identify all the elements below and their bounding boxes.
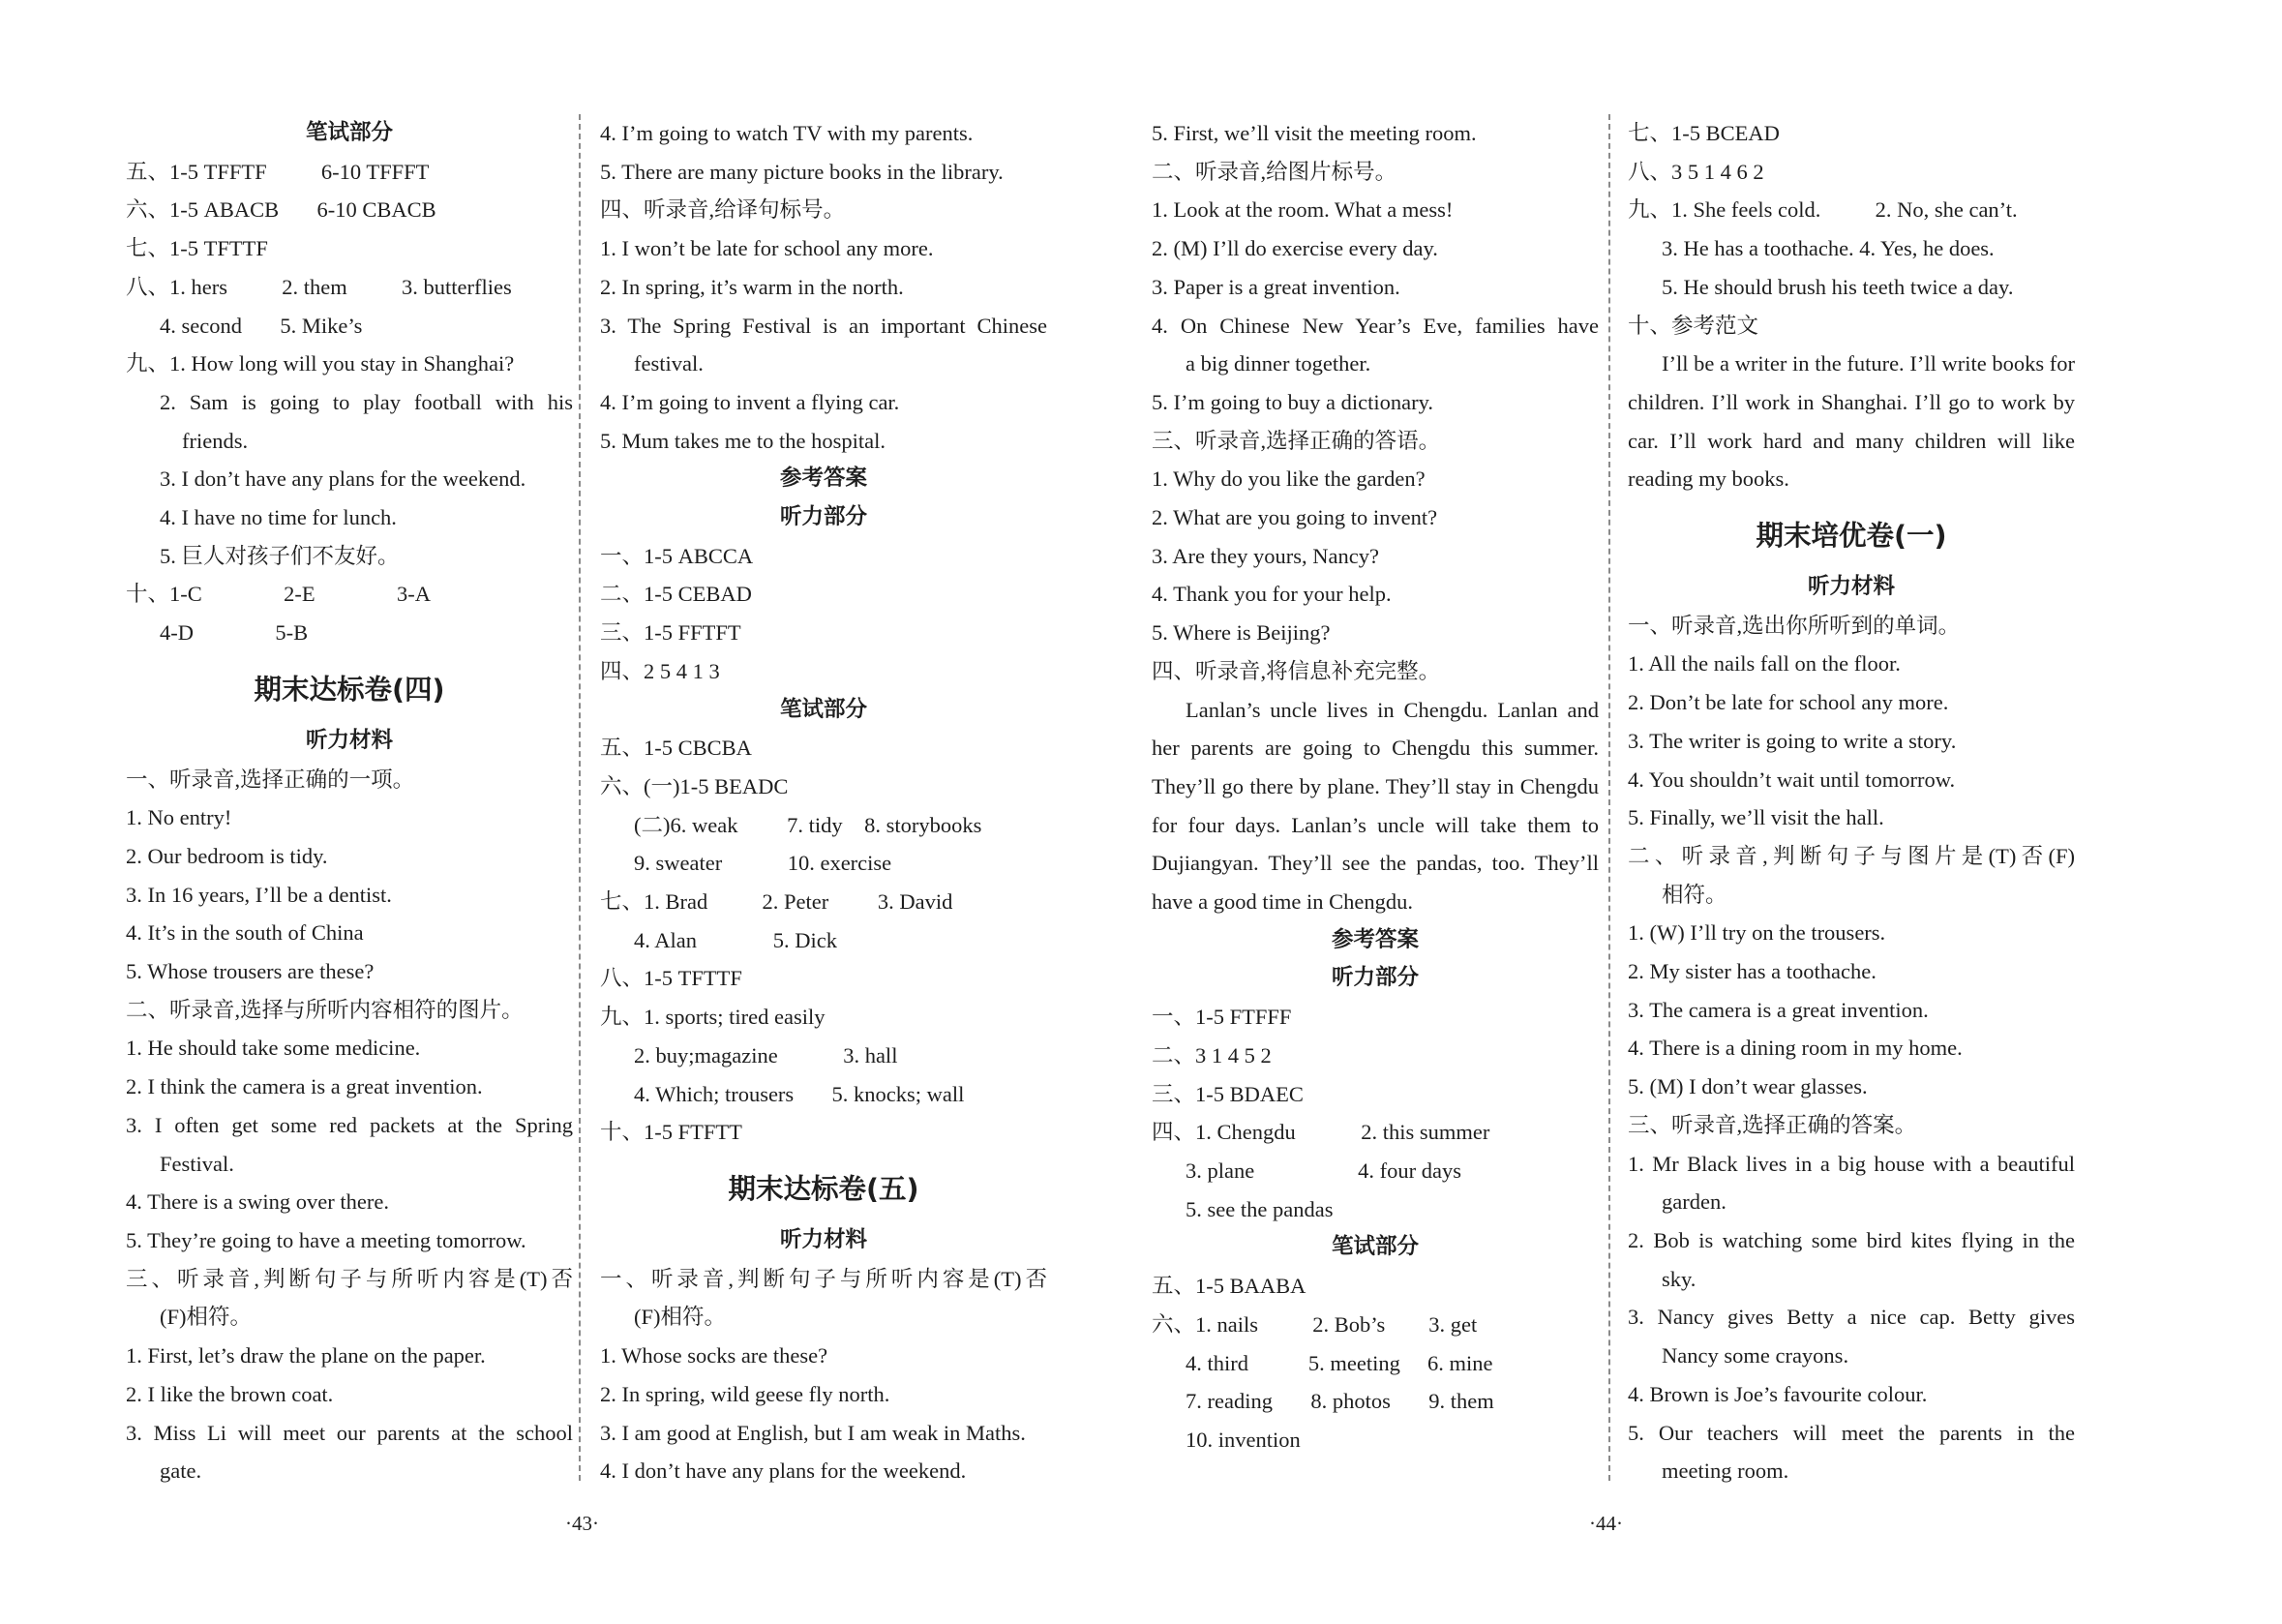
subsection-heading: 参考答案 [1331, 926, 1419, 952]
text-line: 十、参考范文 [1628, 313, 1759, 338]
text-line: 3. Paper is a great invention. [1152, 274, 1400, 299]
text-line: 三、听录音,选择正确的答案。 [1628, 1112, 1917, 1137]
column-2 [600, 114, 1047, 1490]
text-line: 1. Look at the room. What a mess! [1152, 197, 1454, 223]
column-divider [579, 114, 581, 1481]
text-line: Nancy some crayons. [1662, 1343, 1849, 1368]
text-line: 2. Bob is watching some bird kites flying in the [1628, 1227, 2075, 1252]
column-1 [126, 114, 573, 1490]
text-line: 2. Sam is going to play football with his [160, 389, 573, 414]
text-line: 5. Where is Beijing? [1152, 620, 1331, 646]
text-line: 4. There is a dining room in my home. [1628, 1036, 1963, 1061]
text-line: 3. I often get some red packets at the Spring [126, 1112, 573, 1137]
text-line: 相符。 [1662, 882, 1727, 907]
subsection-heading: 听力部分 [779, 504, 867, 530]
text-line: 5. Our teachers will meet the parents in the [1628, 1420, 2075, 1445]
text-line: 八、1-5 TFTTF [600, 966, 742, 991]
text-line: 3. He has a toothache. 4. Yes, he does. [1662, 236, 1995, 261]
text-line: 2. I think the camera is a great invention. [126, 1074, 483, 1099]
page-number-left: ·43· [565, 1512, 599, 1535]
text-line: 5. (M) I don’t wear glasses. [1628, 1074, 1868, 1099]
text-line: 2. Don’t be late for school any more. [1628, 690, 1949, 715]
text-line: 二、听录音,判断句子与图片是(T)否(F) [1628, 843, 2075, 868]
column-4 [1628, 114, 2075, 1490]
text-line: 5. They’re going to have a meeting tomorrow. [126, 1227, 526, 1252]
text-line: festival. [634, 351, 704, 376]
text-line: friends. [182, 428, 249, 453]
text-line: 3. Miss Li will meet our parents at the school [126, 1420, 573, 1445]
text-line: 2. In spring, wild geese fly north. [600, 1381, 890, 1406]
text-line: 7. reading 8. photos 9. them [1186, 1389, 1494, 1414]
subsection-heading: 听力材料 [779, 1226, 867, 1252]
text-line: 10. invention [1186, 1427, 1301, 1452]
subsection-heading: 参考答案 [779, 466, 867, 492]
text-line: 五、1-5 CBCBA [600, 736, 752, 761]
section-title: 期末达标卷(五) [728, 1172, 919, 1205]
text-line: 5. He should brush his teeth twice a day. [1662, 274, 2014, 299]
section-title: 期末培优卷(一) [1756, 520, 1947, 553]
text-line: 1. No entry! [126, 805, 232, 830]
text-line: 3. plane 4. four days [1186, 1158, 1461, 1183]
text-line: 2. Our bedroom is tidy. [126, 843, 328, 868]
text-line: 八、1. hers 2. them 3. butterflies [126, 274, 512, 299]
subsection-heading: 听力材料 [1807, 574, 1895, 600]
text-line: 四、2 5 4 1 3 [600, 658, 720, 683]
text-line: 4. I have no time for lunch. [160, 505, 397, 530]
text-line: gate. [160, 1459, 202, 1484]
text-line: 八、3 5 1 4 6 2 [1628, 159, 1764, 184]
text-line: 2. (M) I’ll do exercise every day. [1152, 236, 1438, 261]
text-line: 三、听录音,判断句子与所听内容是(T)否 [126, 1266, 573, 1291]
text-line: 三、听录音,选择正确的答语。 [1152, 428, 1441, 453]
text-line: 3. The camera is a great invention. [1628, 997, 1929, 1022]
text-line: 4-D 5-B [160, 620, 309, 646]
page-number-right: ·44· [1589, 1512, 1623, 1535]
text-line: 1. (W) I’ll try on the trousers. [1628, 920, 1886, 946]
text-line: 二、听录音,给图片标号。 [1152, 159, 1397, 184]
text-line: 1. Mr Black lives in a big house with a beautiful [1628, 1151, 2075, 1176]
text-line: 六、1-5 ABACB 6-10 CBACB [126, 197, 436, 223]
text-line: 3. I don’t have any plans for the weekend. [160, 466, 526, 492]
text-line: 4. You shouldn’t wait until tomorrow. [1628, 767, 1956, 792]
text-line: 4. I’m going to watch TV with my parents. [600, 121, 974, 145]
text-line: sky. [1662, 1266, 1696, 1291]
text-line: 4. There is a swing over there. [126, 1189, 389, 1215]
text-line: meeting room. [1662, 1459, 1789, 1484]
subsection-heading: 听力部分 [1331, 965, 1419, 991]
text-line: 六、1. nails 2. Bob’s 3. get [1152, 1311, 1478, 1337]
text-line: 3. The Spring Festival is an important Chinese [600, 313, 1047, 338]
subsection-heading: 笔试部分 [305, 120, 393, 145]
text-line: (F)相符。 [160, 1305, 252, 1330]
subsection-heading: 笔试部分 [1331, 1234, 1419, 1260]
text-line: 5. see the pandas [1186, 1196, 1334, 1221]
text-line: 一、听录音,判断句子与所听内容是(T)否 [600, 1266, 1047, 1291]
text-line: 三、1-5 BDAEC [1152, 1081, 1304, 1106]
text-line: 4. third 5. meeting 6. mine [1186, 1350, 1493, 1375]
text-line: 十、1-5 FTFTT [600, 1120, 742, 1145]
text-line: (F)相符。 [634, 1305, 726, 1330]
text-line: 1. All the nails fall on the floor. [1628, 651, 1901, 677]
text-line: 4. second 5. Mike’s [160, 313, 363, 338]
text-line: 十、1-C 2-E 3-A [126, 582, 431, 607]
text-line: 四、听录音,将信息补充完整。 [1152, 658, 1441, 683]
text-line: 4. Alan 5. Dick [634, 927, 837, 952]
text-line: 六、(一)1-5 BEADC [600, 773, 789, 798]
text-line: 一、1-5 ABCCA [600, 543, 754, 568]
text-line: 三、1-5 FFTFT [600, 620, 741, 646]
text-line: 4. Brown is Joe’s favourite colour. [1628, 1381, 1928, 1406]
text-line: 九、1. sports; tired easily [600, 1005, 826, 1030]
text-line: 九、1. She feels cold. 2. No, she can’t. [1628, 197, 2018, 223]
text-line: 1. I won’t be late for school any more. [600, 236, 934, 261]
text-line: 3. I am good at English, but I am weak in Maths. [600, 1420, 1026, 1445]
text-line: 七、1-5 TFTTF [126, 236, 268, 261]
subsection-heading: 笔试部分 [779, 696, 867, 722]
text-line: 二、1-5 CEBAD [600, 582, 752, 607]
text-line: 5. Mum takes me to the hospital. [600, 428, 886, 453]
text-line: 5. There are many picture books in the library. [600, 159, 1004, 184]
text-line: 2. buy;magazine 3. hall [634, 1042, 898, 1068]
text-line: 1. Why do you like the garden? [1152, 466, 1426, 492]
text-line: 2. What are you going to invent? [1152, 505, 1438, 530]
text-line: 3. The writer is going to write a story. [1628, 728, 1957, 753]
text-line: 4. On Chinese New Year’s Eve, families have [1152, 313, 1599, 338]
text-line: 二、听录音,选择与所听内容相符的图片。 [126, 997, 524, 1022]
section-title: 期末达标卷(四) [254, 673, 445, 706]
text-line: 3. Nancy gives Betty a nice cap. Betty gives [1628, 1305, 2075, 1330]
text-line: garden. [1662, 1189, 1727, 1215]
paragraph: I’ll be a writer in the future. I’ll write books for children. I’ll work in Shanghai. I’ll go to work by car. I’ll work hard and many children will like reading my books. [1628, 351, 2075, 492]
text-line: 五、1-5 TFFTF 6-10 TFFFT [126, 159, 430, 184]
text-line: 九、1. How long will you stay in Shanghai? [126, 351, 515, 376]
text-line: 3. In 16 years, I’ll be a dentist. [126, 882, 392, 907]
text-line: 七、1-5 BCEAD [1628, 121, 1780, 145]
text-line: a big dinner together. [1186, 351, 1371, 376]
text-line: 二、3 1 4 5 2 [1152, 1042, 1272, 1068]
text-line: 4. I’m going to invent a flying car. [600, 389, 900, 414]
text-line: 五、1-5 BAABA [1152, 1274, 1306, 1299]
paragraph: Lanlan’s uncle lives in Chengdu. Lanlan and her parents are going to Chengdu this summer. They’ll go there by plane. They’ll stay in Chengdu for four days. Lanlan’s uncle will take them to Dujiangyan. They’ll see the pandas, too. They’ll have a good time in Chengdu. [1152, 697, 1599, 915]
text-line: 5. Whose trousers are these? [126, 959, 375, 984]
text-line: (二)6. weak 7. tidy 8. storybooks [634, 812, 982, 837]
subsection-heading: 听力材料 [305, 727, 393, 753]
text-line: 1. Whose socks are these? [600, 1343, 828, 1368]
text-line: 4. I don’t have any plans for the weekend. [600, 1459, 967, 1484]
text-line: 9. sweater 10. exercise [634, 851, 892, 876]
text-line: 5. 巨人对孩子们不友好。 [160, 543, 400, 568]
text-line: 4. Thank you for your help. [1152, 582, 1392, 607]
text-line: 四、1. Chengdu 2. this summer [1152, 1120, 1490, 1145]
text-line: 2. I like the brown coat. [126, 1381, 334, 1406]
text-line: 四、听录音,给译句标号。 [600, 197, 846, 223]
text-line: 5. Finally, we’ll visit the hall. [1628, 805, 1884, 830]
column-3 [1152, 114, 1599, 1459]
text-line: 3. Are they yours, Nancy? [1152, 543, 1379, 568]
text-line: 一、听录音,选出你所听到的单词。 [1628, 613, 1961, 638]
text-line: 5. I’m going to buy a dictionary. [1152, 389, 1433, 414]
text-line: 4. Which; trousers 5. knocks; wall [634, 1081, 965, 1106]
text-line: 1. He should take some medicine. [126, 1036, 421, 1061]
text-line: 2. My sister has a toothache. [1628, 959, 1877, 984]
text-line: 一、听录音,选择正确的一项。 [126, 767, 415, 792]
text-line: 4. It’s in the south of China [126, 920, 364, 946]
text-line: 5. First, we’ll visit the meeting room. [1152, 121, 1477, 145]
text-line: 2. In spring, it’s warm in the north. [600, 274, 904, 299]
column-divider [1608, 114, 1610, 1481]
text-line: 1. First, let’s draw the plane on the paper. [126, 1343, 486, 1368]
text-line: 一、1-5 FTFFF [1152, 1005, 1292, 1030]
text-line: 七、1. Brad 2. Peter 3. David [600, 889, 953, 915]
text-line: Festival. [160, 1151, 234, 1176]
